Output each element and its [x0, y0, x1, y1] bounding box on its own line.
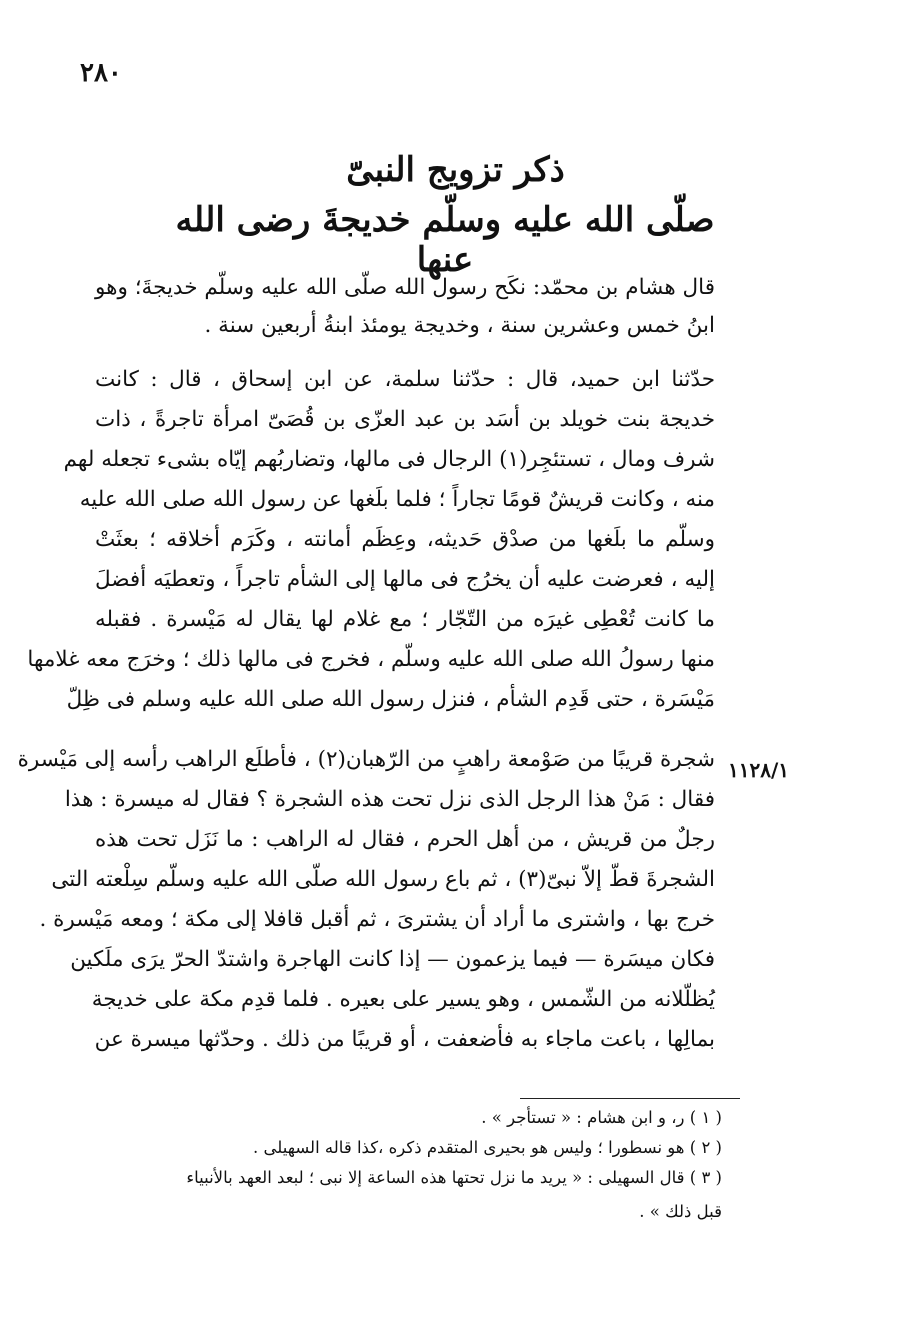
footnote: ( ٢ ) هو نسطورا ؛ وليس هو بحيرى المتقدم ذكره ،كذا قاله السهيلى . [253, 1138, 722, 1157]
text-line: يُظلّلانه من الشّمس ، وهو يسير على بعيره . فلما قدِم مكة على خديجة [91, 987, 715, 1012]
text-line: بمالِها ، باعت ماجاء به فأضعفت ، أو قريبًا من ذلك . وحدّثها ميسرة عن [94, 1027, 715, 1052]
text-line: وسلّم ما بلَغها من صدْق حَديثه، وعِظَم أمانته ، وكَرَم أخلاقه ؛ بعثَتْ [95, 527, 715, 552]
chapter-title-line-2: صلّى الله عليه وسلّم خديجةَ رضى الله عنها [175, 200, 715, 280]
footnote: ( ١ ) ر، و ابن هشام : « تستأجر » . [481, 1108, 722, 1127]
text-line: مَيْسَرة ، حتى قَدِم الشأم ، فنزل رسول الله صلى الله عليه وسلم فى ظِلّ [66, 687, 715, 712]
text-line: منه ، وكانت قريشٌ قومًا تجاراً ؛ فلما بلَغها عن رسول الله صلى الله عليه [79, 487, 715, 512]
text-line: إليه ، فعرضت عليه أن يخرُج فى مالها إلى الشأم تاجراً ، وتعطيَه أفضلَ [95, 567, 715, 592]
footnote-divider [520, 1098, 740, 1099]
text-line: ما كانت تُعْطِى غيرَه من التّجّار ؛ مع غلام لها يقال له مَيْسرة . فقبله [95, 607, 715, 632]
text-line: فكان ميسَرة — فيما يزعمون — إذا كانت الهاجرة واشتدّ الحرّ يرَى ملَكين [70, 947, 715, 972]
text-line: ابنُ خمس وعشرين سنة ، وخديجة يومئذ ابنةُ أربعين سنة . [204, 313, 715, 338]
text-line: شرف ومال ، تستئجِر(١) الرجال فى مالها، وتضاربُهم إيّاه بشىء تجعله لهم [63, 447, 715, 472]
text-line: قال هشام بن محمّد: نكَح رسول الله صلّى الله عليه وسلّم خديجةَ؛ وهو [95, 275, 715, 300]
text-line: رجلٌ من قريش ، من أهل الحرم ، فقال له الراهب : ما نَزَل تحت هذه [95, 827, 715, 852]
text-line: فقال : مَنْ هذا الرجل الذى نزل تحت هذه الشجرة ؟ فقال له ميسرة : هذا [64, 787, 715, 812]
text-line: خديجة بنت خويلد بن أسَد بن عبد العزّى بن قُصَىّ امرأة تاجرةً ، ذات [95, 407, 715, 432]
text-line: شجرة قريبًا من صَوْمعة راهبٍ من الرّهبان(٢) ، فأطلَع الراهب رأسه إلى مَيْسرة [17, 747, 715, 772]
text-line: خرج بها ، واشترى ما أراد أن يشترىَ ، ثم أقبل قافلا إلى مكة ؛ ومعه مَيْسرة . [39, 907, 715, 932]
text-line: حدّثنا ابن حميد، قال : حدّثنا سلمة، عن ابن إسحاق ، قال : كانت [95, 367, 715, 392]
text-line: الشجرةَ قطّ إلاّ نبىّ(٣) ، ثم باع رسول الله صلّى الله عليه وسلّم سِلْعته التى [51, 867, 715, 892]
footnote: قبل ذلك » . [639, 1202, 722, 1221]
text-line: منها رسولُ الله صلى الله عليه وسلّم ، فخرج فى مالها ذلك ؛ وخرَج معه غلامها [27, 647, 715, 672]
margin-reference: ١١٢٨/١ [728, 758, 790, 782]
page-number: ٢٨٠ [80, 58, 122, 88]
chapter-title-line-1: ذكر تزويج النبىّ [346, 150, 565, 190]
footnote: ( ٣ ) قال السهيلى : « يريد ما نزل تحتها هذه الساعة إلا نبى ؛ لبعد العهد بالأنبياء [186, 1168, 722, 1187]
